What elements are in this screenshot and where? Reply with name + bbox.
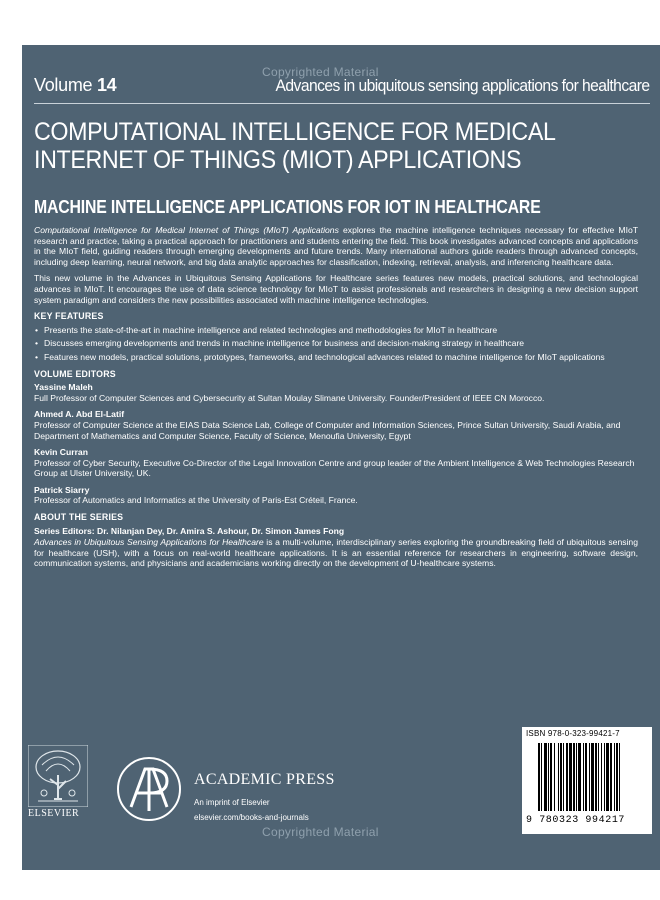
description-book-title: Computational Intelligence for Medical Internet of Things (MIoT) Applications <box>34 225 339 235</box>
barcode-bar <box>578 743 581 811</box>
editor-name: Yassine Maleh <box>34 382 93 393</box>
watermark-bottom: Copyrighted Material <box>262 825 379 839</box>
isbn: ISBN 978-0-323-99421-7 <box>526 729 620 738</box>
editor-bio: Full Professor of Computer Sciences and Cybersecurity at Sultan Moulay Slimane University. Founder/President of IEEE CN Morocco. <box>34 392 545 403</box>
key-features-list <box>34 325 638 363</box>
series-description: Advances in Ubiquitous Sensing Applications for Healthcare is a multi-volume, interdisciplinary series exploring the groundbreaking field of ubiquitous sensing for healthcare (USH), with a focus on real-world healthcare applications. It is an essential reference for researchers in engineering, software design, communication systems, and physicians and academicians working directly on the development of U-healthcare systems. <box>34 537 638 569</box>
barcode-bar <box>604 743 605 811</box>
barcode-bar <box>583 743 584 811</box>
barcode-bar <box>616 743 618 811</box>
barcode-bar <box>576 743 577 811</box>
barcode-bar <box>595 743 597 811</box>
academic-press-logo <box>115 755 183 823</box>
editor-entry <box>34 382 638 403</box>
elsevier-label: ELSEVIER <box>28 808 80 819</box>
barcode-bar <box>598 743 599 811</box>
barcode-bar <box>614 743 615 811</box>
series-header <box>34 73 650 104</box>
volume-editors-heading: VOLUME EDITORS <box>34 368 116 379</box>
barcode-bar <box>566 743 568 811</box>
barcode-bar <box>548 743 549 811</box>
barcode-bar <box>606 743 609 811</box>
description-paragraph-1: Computational Intelligence for Medical Internet of Things (MIoT) Applications explores the machine intelligence techniques necessary for effective MIoT research and practice, taking a practical approach for practitioners and students entering the field. This book investigates advanced concepts and applications in the MIoT field, guiding readers through emerging developments and future trends. Many international authors guide readers through advanced concepts, including deep learning, neural network, and big data analytic approaches for classification, indexing, retrieval, analysis, and inferencing healthcare data. <box>34 225 638 267</box>
barcode-bar <box>610 743 612 811</box>
barcode-bar <box>544 743 547 811</box>
book-subtitle: MACHINE INTELLIGENCE APPLICATIONS FOR IOT IN HEALTHCARE <box>34 197 541 217</box>
book-title: COMPUTATIONAL INTELLIGENCE FOR MEDICAL INTERNET OF THINGS (MIOT) APPLICATIONS <box>34 118 555 174</box>
barcode-bar <box>619 743 620 811</box>
barcode-bar <box>560 743 562 811</box>
barcode <box>536 743 646 811</box>
list-item: • Presents the state-of-the-art in machine intelligence and related technologies and methodologies for MIoT in healthcare <box>34 325 638 336</box>
barcode-bar <box>563 743 564 811</box>
editor-name: Ahmed A. Abd El-Latif <box>34 409 125 420</box>
barcode-digits: 9 780323 994217 <box>526 815 626 826</box>
editor-bio: Professor of Computer Science at the EIAS Data Science Lab, College of Computer and Information Sciences, Prince Sultan University, Saudi Arabia, and Department of Mathematics and Computer Science, Faculty of Science, Menoufia University, Egypt <box>34 419 621 441</box>
back-cover <box>22 45 660 870</box>
editor-entry <box>34 485 638 506</box>
editor-entry <box>34 409 638 441</box>
isbn-barcode-box <box>522 727 652 834</box>
series-editors: Series Editors: Dr. Nilanjan Dey, Dr. Amira S. Ashour, Dr. Simon James Fong <box>34 525 345 536</box>
editor-bio: Professor of Automatics and Informatics at the University of Paris-Est Créteil, France. <box>34 495 358 506</box>
editor-bio: Professor of Cyber Security, Executive Co-Director of the Legal Innovation Centre and group leader of the Ambient Intelligence & Web Technologies Research Group at Ulster University, UK. <box>34 457 635 479</box>
publisher-name: ACADEMIC PRESS <box>194 771 335 788</box>
volume-label <box>34 75 116 96</box>
barcode-bar <box>591 743 594 811</box>
volume-word: Volume <box>34 75 93 95</box>
barcode-bar <box>550 743 552 811</box>
editor-name: Kevin Curran <box>34 447 88 458</box>
barcode-bar <box>589 743 590 811</box>
barcode-bar <box>554 743 555 811</box>
elsevier-tree-logo <box>28 745 88 807</box>
volume-number: 14 <box>96 75 117 95</box>
editor-name: Patrick Siarry <box>34 484 90 495</box>
key-features-heading: KEY FEATURES <box>34 311 104 322</box>
list-item: • Discusses emerging developments and trends in machine intelligence for business and decision-making strategy in healthcare <box>34 338 638 349</box>
about-series-heading: ABOUT THE SERIES <box>34 512 124 523</box>
barcode-bar <box>585 743 587 811</box>
publisher-url: elsevier.com/books-and-journals <box>194 813 309 822</box>
watermark-top: Copyrighted Material <box>262 65 379 79</box>
barcode-bar <box>538 743 540 811</box>
description-block <box>34 225 638 575</box>
series-name: Advances in Ubiquitous Sensing Applications for Healthcare <box>34 537 264 548</box>
barcode-bar <box>541 743 542 811</box>
list-item: • Features new models, practical solutions, prototypes, frameworks, and technological advances related to machine intelligence for MIoT applications <box>34 352 638 363</box>
publisher-footer <box>22 705 660 839</box>
series-title: Advances in ubiquitous sensing applications for healthcare <box>275 76 650 95</box>
barcode-bar <box>573 743 575 811</box>
barcode-bar <box>558 743 559 811</box>
barcode-bar <box>569 743 572 811</box>
editor-entry <box>34 447 638 479</box>
publisher-imprint: An imprint of Elsevier <box>194 798 270 807</box>
barcode-bar <box>601 743 602 811</box>
description-paragraph-2: This new volume in the Advances in Ubiquitous Sensing Applications for Healthcare series features new models, practical solutions, and technological advances in MIoT. It encourages the use of data science technology for MIoT to assist professionals and researchers in designing a new decision support system paradigm and considers the new possibilities associated with machine intelligence technologies. <box>34 273 638 305</box>
